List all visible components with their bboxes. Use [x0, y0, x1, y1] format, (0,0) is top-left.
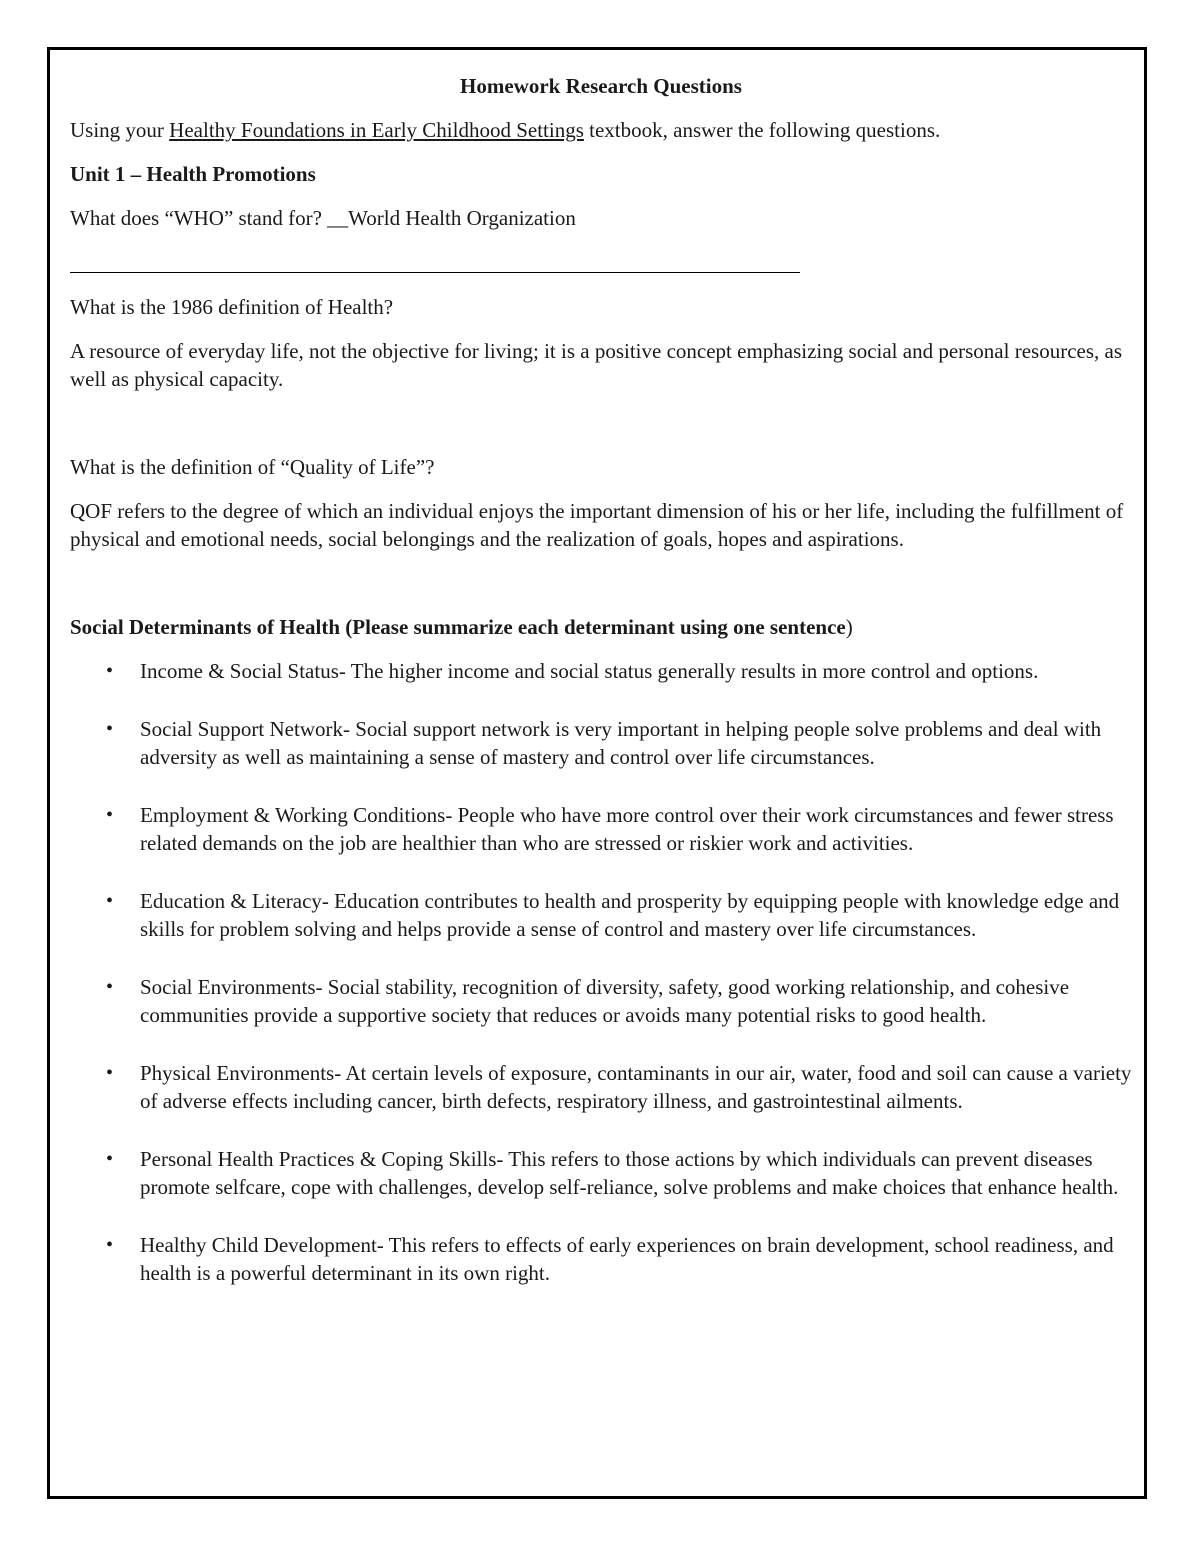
document-title: Homework Research Questions: [460, 74, 742, 98]
list-item: [70, 801, 1132, 857]
intro-before: Using your: [70, 118, 170, 142]
sdoh-heading-text: Social Determinants of Health (Please summarize each determinant using one sentence: [70, 615, 846, 639]
determinant-text: Social Support Network- Social support network is very important in helping people solve problems and deal with adversity as well as maintaining a sense of mastery and control over life circumstances.: [140, 717, 1102, 769]
determinants-list: [70, 657, 1132, 1287]
list-item: [70, 657, 1132, 685]
list-item: [70, 887, 1132, 943]
bullet-icon: •: [106, 804, 114, 826]
who-question: What does “WHO” stand for? __World Health Organization: [70, 206, 576, 230]
bullet-icon: •: [106, 1234, 114, 1256]
determinant-text: Social Environments- Social stability, recognition of diversity, safety, good working relationship, and cohesive communities provide a supportive society that reduces or avoids many potential risks to good health.: [140, 975, 1070, 1027]
question-quality-of-life: What is the definition of “Quality of Life”?: [70, 455, 435, 479]
question-health-definition: What is the 1986 definition of Health?: [70, 295, 394, 319]
intro-sentence: [70, 116, 1132, 144]
determinant-text: Physical Environments- At certain levels of exposure, contaminants in our air, water, food and soil can cause a variety of adverse effects including cancer, birth defects, respiratory illness, and gastrointestinal ailments.: [140, 1061, 1132, 1113]
bullet-icon: •: [106, 1148, 114, 1170]
answer-health-definition: A resource of everyday life, not the objective for living; it is a positive concept emphasizing social and personal resources, as well as physical capacity.: [70, 339, 1122, 391]
bullet-icon: •: [106, 1062, 114, 1084]
unit-heading: Unit 1 – Health Promotions: [70, 162, 316, 186]
list-item: [70, 1231, 1132, 1287]
answer-line: [70, 232, 800, 273]
list-item: [70, 973, 1132, 1029]
answer-quality-of-life: QOF refers to the degree of which an individual enjoys the important dimension of his or her life, including the fulfillment of physical and emotional needs, social belongings and the realization of goals, hopes and aspirations.: [70, 499, 1124, 551]
bullet-icon: •: [106, 976, 114, 998]
bullet-icon: •: [106, 660, 114, 682]
sdoh-heading-close: ): [845, 615, 853, 639]
determinant-text: Personal Health Practices & Coping Skills- This refers to those actions by which individuals can prevent diseases promote selfcare, cope with challenges, develop self-reliance, solve problems and make choices that enhance health.: [140, 1147, 1119, 1199]
document-body: [70, 72, 1132, 1317]
sdoh-heading: [70, 613, 1132, 641]
determinant-text: Income & Social Status- The higher income and social status generally results in more control and options.: [140, 659, 1039, 683]
intro-after: textbook, answer the following questions.: [583, 118, 941, 142]
list-item: [70, 715, 1132, 771]
bullet-icon: •: [106, 890, 114, 912]
list-item: [70, 1059, 1132, 1115]
determinant-text: Employment & Working Conditions- People who have more control over their work circumstances and fewer stress related demands on the job are healthier than who are stressed or riskier work and activities.: [140, 803, 1114, 855]
list-item: [70, 1145, 1132, 1201]
bullet-icon: •: [106, 718, 114, 740]
determinant-text: Education & Literacy- Education contributes to health and prosperity by equipping people with knowledge edge and skills for problem solving and helps provide a sense of control and mastery over life circumstances.: [140, 889, 1120, 941]
determinant-text: Healthy Child Development- This refers to effects of early experiences on brain development, school readiness, and health is a powerful determinant in its own right.: [140, 1233, 1114, 1285]
textbook-title: Healthy Foundations in Early Childhood Settings: [169, 118, 584, 142]
